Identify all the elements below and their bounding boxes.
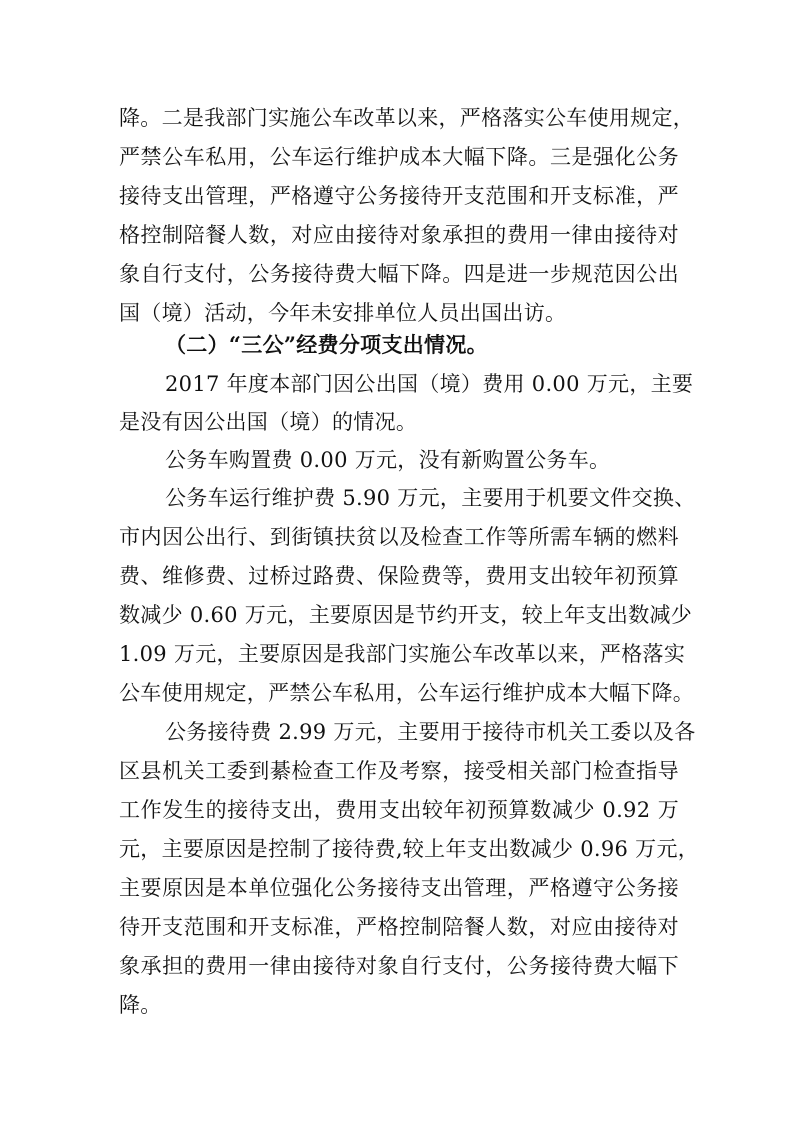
paragraph-line: 费、维修费、过桥过路费、保险费等，费用支出较年初预算 (119, 564, 679, 588)
paragraph-line: 1.09 万元，主要原因是我部门实施公车改革以来，严格落实 (119, 642, 686, 666)
paragraph-line: 格控制陪餐人数，对应由接待对象承担的费用一律由接待对 (119, 223, 679, 247)
paragraph-line: 数减少 0.60 万元，主要原因是节约开支，较上年支出数减少 (119, 603, 693, 627)
paragraph-line: 国（境）活动，今年未安排单位人员出国出访。 (119, 301, 567, 325)
paragraph-line: 区县机关工委到綦检查工作及考察，接受相关部门检查指导 (119, 759, 679, 783)
paragraph-line: 象承担的费用一律由接待对象自行支付，公务接待费大幅下 (119, 954, 679, 978)
paragraph-line: 降。二是我部门实施公车改革以来，严格落实公车使用规定， (119, 106, 695, 130)
paragraph-line: 待开支范围和开支标准，严格控制陪餐人数，对应由接待对 (119, 915, 679, 939)
paragraph-line: 市内因公出行、到街镇扶贫以及检查工作等所需车辆的燃料 (119, 525, 679, 549)
paragraph-line: 公务接待费 2.99 万元，主要用于接待市机关工委以及各 (165, 720, 696, 744)
paragraph-line: 主要原因是本单位强化公务接待支出管理，严格遵守公务接 (119, 876, 679, 900)
section-heading: （二）“三公”经费分项支出情况。 (165, 332, 488, 357)
paragraph-line: 象自行支付，公务接待费大幅下降。四是进一步规范因公出 (119, 262, 679, 286)
paragraph-line: 2017 年度本部门因公出国（境）费用 0.00 万元，主要 (165, 372, 694, 396)
paragraph-line: 降。 (119, 993, 162, 1017)
paragraph-line: 工作发生的接待支出，费用支出较年初预算数减少 0.92 万 (119, 798, 679, 822)
paragraph-line: 接待支出管理，严格遵守公务接待开支范围和开支标准，严 (119, 184, 679, 208)
paragraph-line: 公务车运行维护费 5.90 万元，主要用于机要文件交换、 (165, 486, 696, 510)
paragraph-line: 公务车购置费 0.00 万元，没有新购置公务车。 (165, 448, 611, 472)
paragraph-line: 严禁公车私用，公车运行维护成本大幅下降。三是强化公务 (119, 145, 679, 169)
paragraph-line: 是没有因公出国（境）的情况。 (119, 410, 418, 434)
paragraph-line: 公车使用规定，严禁公车私用，公车运行维护成本大幅下降。 (119, 681, 695, 705)
paragraph-line: 元，主要原因是控制了接待费,较上年支出数减少 0.96 万元， (119, 837, 700, 861)
